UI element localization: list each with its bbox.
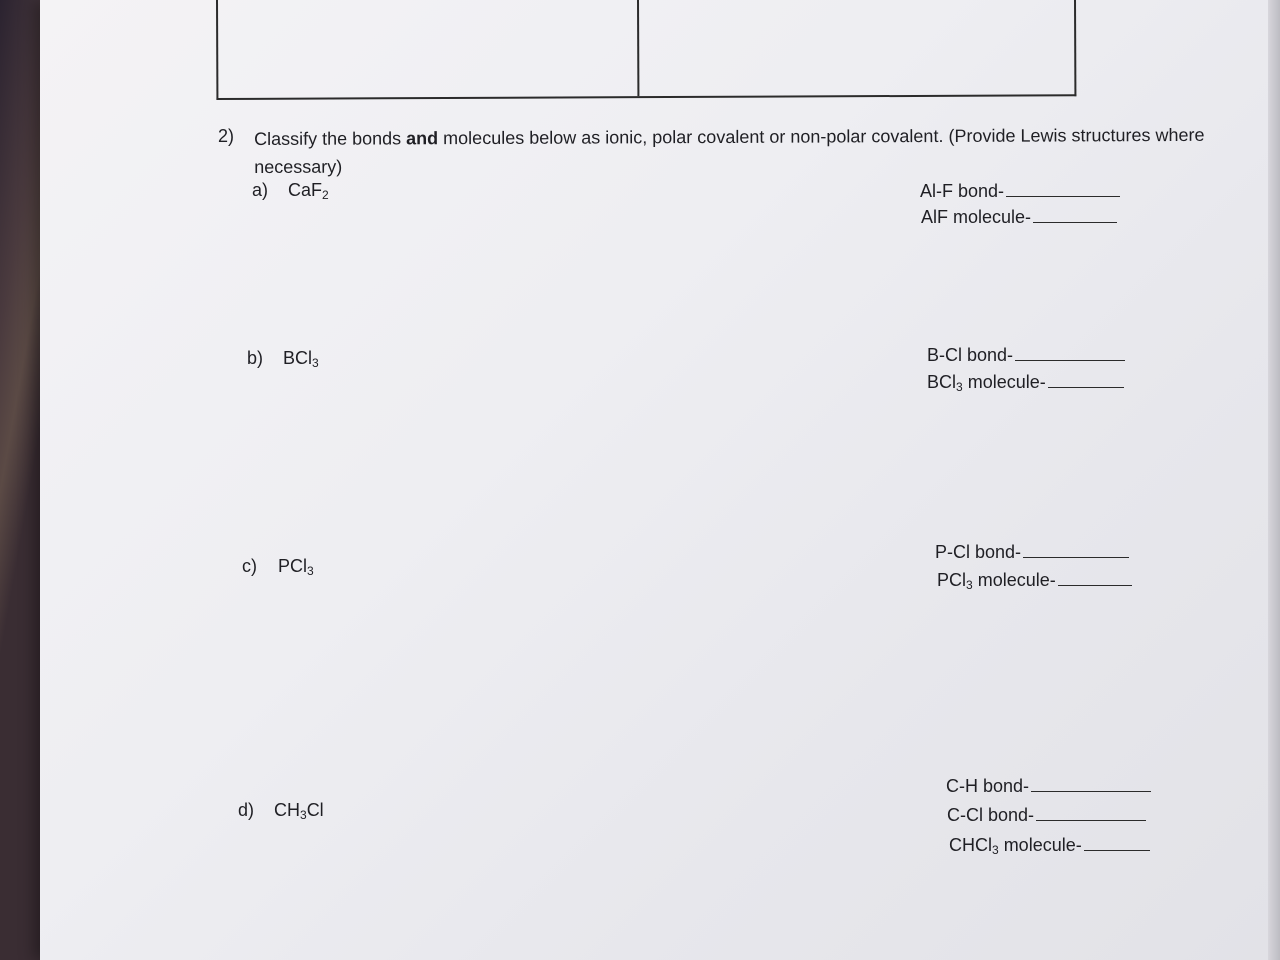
answer-pcl3-molecule[interactable]: PCl$_3$ molecule- [937, 570, 1132, 592]
answer-alf-molecule[interactable]: AlF molecule- [921, 207, 1117, 228]
answer-c-cl-bond[interactable]: C-Cl bond- [947, 805, 1146, 826]
item-letter: b) [247, 348, 264, 368]
answer-blank[interactable] [1015, 346, 1125, 361]
question-text-part1: Classify the bonds [254, 128, 407, 149]
item-a-label [252, 180, 329, 202]
answer-blank[interactable] [1023, 543, 1129, 558]
answer-blank[interactable] [1006, 182, 1120, 197]
item-formula: BCl$_3$ [283, 348, 319, 370]
answer-blank[interactable] [1031, 777, 1151, 792]
answer-blank[interactable] [1033, 208, 1117, 223]
table-bottom-cells [216, 0, 1076, 100]
item-letter: d) [238, 800, 255, 820]
table-divider [637, 0, 639, 96]
item-formula: CaF$_2$ [288, 180, 329, 202]
item-formula: $CH_3Cl$ [274, 800, 324, 822]
item-b-label [247, 348, 319, 370]
answer-al-f-bond[interactable]: Al-F bond- [920, 181, 1120, 202]
answer-chcl3-molecule[interactable]: CHCl$_3$ molecule- [949, 835, 1150, 857]
answer-blank[interactable] [1084, 836, 1150, 851]
item-d-label [238, 800, 324, 822]
answer-bcl3-molecule[interactable]: BCl$_3$ molecule- [927, 372, 1124, 394]
answer-blank[interactable] [1036, 806, 1146, 821]
answer-c-h-bond[interactable]: C-H bond- [946, 776, 1151, 797]
item-letter: c) [242, 556, 257, 576]
question-number: 2) [218, 126, 235, 146]
item-letter: a) [252, 180, 269, 200]
answer-p-cl-bond[interactable]: P-Cl bond- [935, 542, 1129, 563]
answer-blank[interactable] [1048, 373, 1124, 388]
answer-b-cl-bond[interactable]: B-Cl bond- [927, 345, 1125, 366]
question-text-part2: molecules below as ionic, polar covalent or non-polar covalent. (Provide Lewis structures where necessary) [254, 124, 1205, 177]
answer-blank[interactable] [1058, 571, 1132, 586]
question-prompt [254, 121, 1234, 181]
item-c-label [242, 556, 314, 578]
item-formula: PCl$_3$ [278, 556, 314, 578]
question-text-bold: and [406, 128, 439, 149]
page-edge [1268, 0, 1280, 960]
